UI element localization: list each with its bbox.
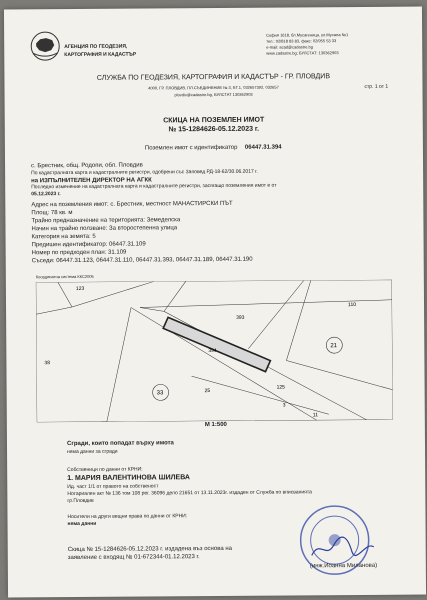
agency-address-3: e-mail: acad@cadastre.bg (266, 44, 313, 50)
map-label-123: 123 (75, 285, 85, 292)
map-label-11: 11 (312, 412, 319, 419)
footer-line2: заявление с входящ № 01-672344-01.12.2023 г. (67, 554, 200, 562)
owner-deed: Нотариален акт № 136 том 108 рег. 36096 дело 21651 от 13.11.2023г. издаден от Служба по вписванията (67, 489, 312, 498)
use-text: Начин на трайно ползване: За второстепенна улица (31, 225, 178, 233)
coordinate-system: Координатна система ККС2005 (35, 273, 94, 280)
agency-address-4: www.cadastre.bg; БУЛСТАТ: 130362903 (266, 50, 339, 56)
office-contacts: plovdiv@cadastre.bg, БУЛСТАТ 130362903 (174, 91, 253, 98)
owner-deed-city: гр.Пловдив (67, 497, 94, 505)
map-label-393: 393 (236, 314, 245, 321)
map-label-394: 394 (208, 347, 217, 355)
page-number: стр. 1 от 1 (364, 83, 389, 90)
category-text: Категория на земята: 5 (31, 233, 96, 241)
ident-label: Поземлен имот с идентификатор (144, 144, 238, 152)
agency-address-1: София 1618, бл.Мусагеница, ул.Мусала №1 (266, 32, 349, 38)
owner-name: 1. МАРИЯ ВАЛЕНТИНОВА ШИЛЕВА (67, 474, 191, 483)
document-title: СКИЦА НА ПОЗЕМЛЕН ИМОТ (163, 116, 265, 125)
area-text: Площ: 78 кв. м (31, 209, 73, 217)
other-rights-label: Носители на други вещни права по данни от КРНИ: (67, 513, 188, 521)
last-change-date: 05.12.2023 г. (31, 191, 61, 198)
map-label-125: 125 (276, 384, 285, 391)
purpose-text: Трайно предназначение на територията: Земеделска (31, 217, 181, 225)
last-change-text: Последно изменение на кадастралната карта и кадастралните регистри, засягащо поземления имот е от (31, 182, 277, 191)
agency-logo-icon (30, 31, 60, 61)
footer-line1: Скица № 15-1284626-05.12.2023 г. издадена въз основа на (67, 545, 232, 554)
map-label-38: 38 (44, 360, 51, 367)
agency-name-line1: АГЕНЦИЯ ПО ГЕОДЕЗИЯ, (64, 43, 128, 51)
owners-label: Собственици по данни от КРНИ: (67, 466, 143, 474)
approved-by-text: По кадастралната карта и кадастралните регистри, одобрени със Заповед РД-18-62/30.06.2017 г. (31, 168, 258, 177)
buildings-value: няма данни за сгради (67, 448, 118, 456)
agency-address-2: тел.: 02/818 83 83, факс: 02/955 53 33 (266, 38, 337, 44)
map-label-3: 3 (282, 402, 286, 409)
office-address: 4000, ГР. ПЛОВДИВ, ПЛ.СЪЕДИНЕНИЕ № 3, ЕТ.1, 032657392, 032657 (148, 84, 279, 91)
document-number: № 15-1284626-05.12.2023 г. (168, 125, 260, 134)
map-label-21: 21 (330, 343, 338, 350)
map-scale: М 1:500 (204, 421, 227, 429)
other-rights-value: няма данни (67, 520, 97, 528)
buildings-title: Сгради, които попадат върху имота (66, 440, 174, 448)
document-page (4, 7, 426, 598)
location-text: с. Брестник, общ. Родопи, обл. Пловдив (31, 162, 143, 170)
previous-id-text: Предишен идентификатор: 06447.31.109 (31, 241, 146, 249)
cadastral-map (36, 280, 393, 422)
agency-name-line2: КАРТОГРАФИЯ И КАДАСТЪР (64, 51, 137, 59)
plan-number-text: Номер по предходен план: 31.109 (31, 249, 127, 257)
map-label-110: 110 (348, 302, 357, 309)
neighbours-text: Съседи: 06447.31.123, 06447.31.110, 06447.31.393, 06447.31.189, 06447.31.190 (31, 256, 253, 265)
director-text: на ИЗПЪЛНИТЕЛЕН ДИРЕКТОР НА АГКК (31, 177, 152, 185)
signer-name: (инж.Иоанна Миланова) (309, 562, 378, 570)
ident-value: 06447.31.394 (244, 144, 282, 151)
map-label-33: 33 (156, 390, 164, 397)
office-title: СЛУЖБА ПО ГЕОДЕЗИЯ, КАРТОГРАФИЯ И КАДАСТЪР - ГР. ПЛОВДИВ (96, 73, 331, 82)
address-text: Адрес на поземления имот: с. Брестник, местност МАНАСТИРСКИ ПЪТ (31, 200, 233, 209)
signature-icon (308, 535, 378, 561)
map-label-25: 25 (204, 388, 211, 395)
owner-share: Ид. част 1/1 от правото на собственост (67, 483, 159, 491)
